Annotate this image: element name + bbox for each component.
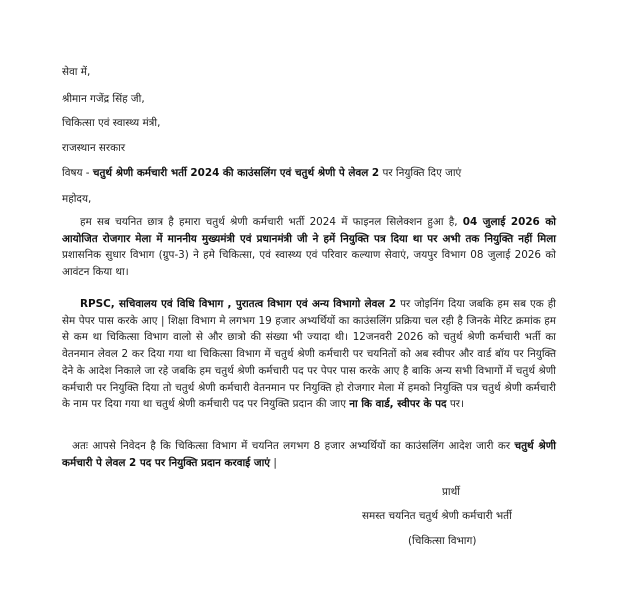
paragraph-1 <box>62 214 556 281</box>
addressee-to: सेवा में, <box>62 66 91 78</box>
para2-text-2: पर। <box>446 398 464 411</box>
para2-text-1: पर जोइनिंग दिया जबकि हम सब एक ही सेम पेपर पास करके आए | शिक्षा विभाग मे लगभग 19 हजार अभ्यर्थियों का काउंसलिंग प्रक्रिया चल रही है जिनके मेरिट क्रमांक हम से कम था चिकित्सा विभाग वालो से और छात्रो की संख्या भी ज्यादा थी। 12जनवरी 2026 को चतुर्थ श्रेणी कर्मचारी भर्ती का वेतनमान लेवल 2 कर दिया गया था चिकित्सा विभाग में चतुर्थ श्रेणी कर्मचारी पर चयनितों को अब स्वीपर और वार्ड बॉय पर नियुक्ति देने के आदेश निकाले जा रहे जबकि हम चतुर्थ श्रेणी कर्मचारी पद पर पेपर पास करके आए है बाकि अन्य सभी विभागों में चतुर्थ श्रेणी कर्मचारी पर नियुक्ति दिया तो चतुर्थ श्रेणी कर्मचारी वेतनमान पर नियुक्ति हो रोजगार मेला में हमको नियुक्ति पत्र चतुर्थ श्रेणी कर्मचारी के नाम पर दिया गया था चतुर्थ श्रेणी कर्मचारी पद पर नियुक्ति प्रदान की जाए <box>62 298 556 411</box>
subject-prefix: विषय - <box>62 167 93 179</box>
signature-from: प्रार्थी <box>442 486 460 498</box>
para1-bold: 04 जुलाई 2026 को आयोजित रोजगार मेला में माननीय मुख्यमंत्री एवं प्रधानमंत्री जी ने हमें नियुक्ति पत्र दिया था पर अभी तक नियुक्ति नहीं मिला <box>62 216 556 245</box>
para1-text-2: प्रशासनिक सुधार विभाग (ग्रुप-3) ने हमे चिकित्सा, एवं स्वास्थ्य एवं परिवार कल्याण सेवाएं, जयपुर विभाग 08 जुलाई 2026 को आवंटन किया था। <box>62 249 556 279</box>
para3-bold: चतुर्थ श्रेणी कर्मचारी पे लेवल 2 पद पर नियुक्ति प्रदान करवाई जाएं <box>62 440 556 469</box>
para3-text-1: अतः आपसे निवेदन है कि चिकित्सा विभाग में चयनित लगभग 8 हजार अभ्यर्थियों का काउंसलिंग आदेश जारी कर <box>72 440 515 452</box>
subject-line <box>62 166 461 180</box>
addressee-designation: चिकित्सा एवं स्वास्थ्य मंत्री, <box>62 117 161 129</box>
para1-text-1: हम सब चयनित छात्र है हमारा चतुर्थ श्रेणी कर्मचारी भर्ती 2024 में फाइनल सिलेक्शन हुआ है, <box>80 216 463 228</box>
paragraph-2 <box>62 296 556 413</box>
signature-dept: (चिकित्सा विभाग) <box>408 535 477 547</box>
signature-group: समस्त चयनित चतुर्थ श्रेणी कर्मचारी भर्ती <box>362 510 512 522</box>
paragraph-3 <box>62 438 556 471</box>
subject-rest: पर नियुक्ति दिए जाएं <box>379 167 462 179</box>
addressee-government: राजस्थान सरकार <box>62 142 126 154</box>
para2-bold-1: RPSC, सचिवालय एवं विधि विभाग , पुरातत्व विभाग एवं अन्य विभागो लेवल 2 <box>80 298 397 310</box>
addressee-name: श्रीमान गजेंद्र सिंह जी, <box>62 93 145 105</box>
subject-bold: चतुर्थ श्रेणी कर्मचारी भर्ती 2024 की काउंसलिंग एवं चतुर्थ श्रेणी पे लेवल 2 <box>92 167 380 179</box>
greeting: महोदय, <box>62 193 92 205</box>
para2-bold-2: ना कि वार्ड, स्वीपर के पद <box>349 398 447 411</box>
para3-text-2: | <box>270 456 277 469</box>
